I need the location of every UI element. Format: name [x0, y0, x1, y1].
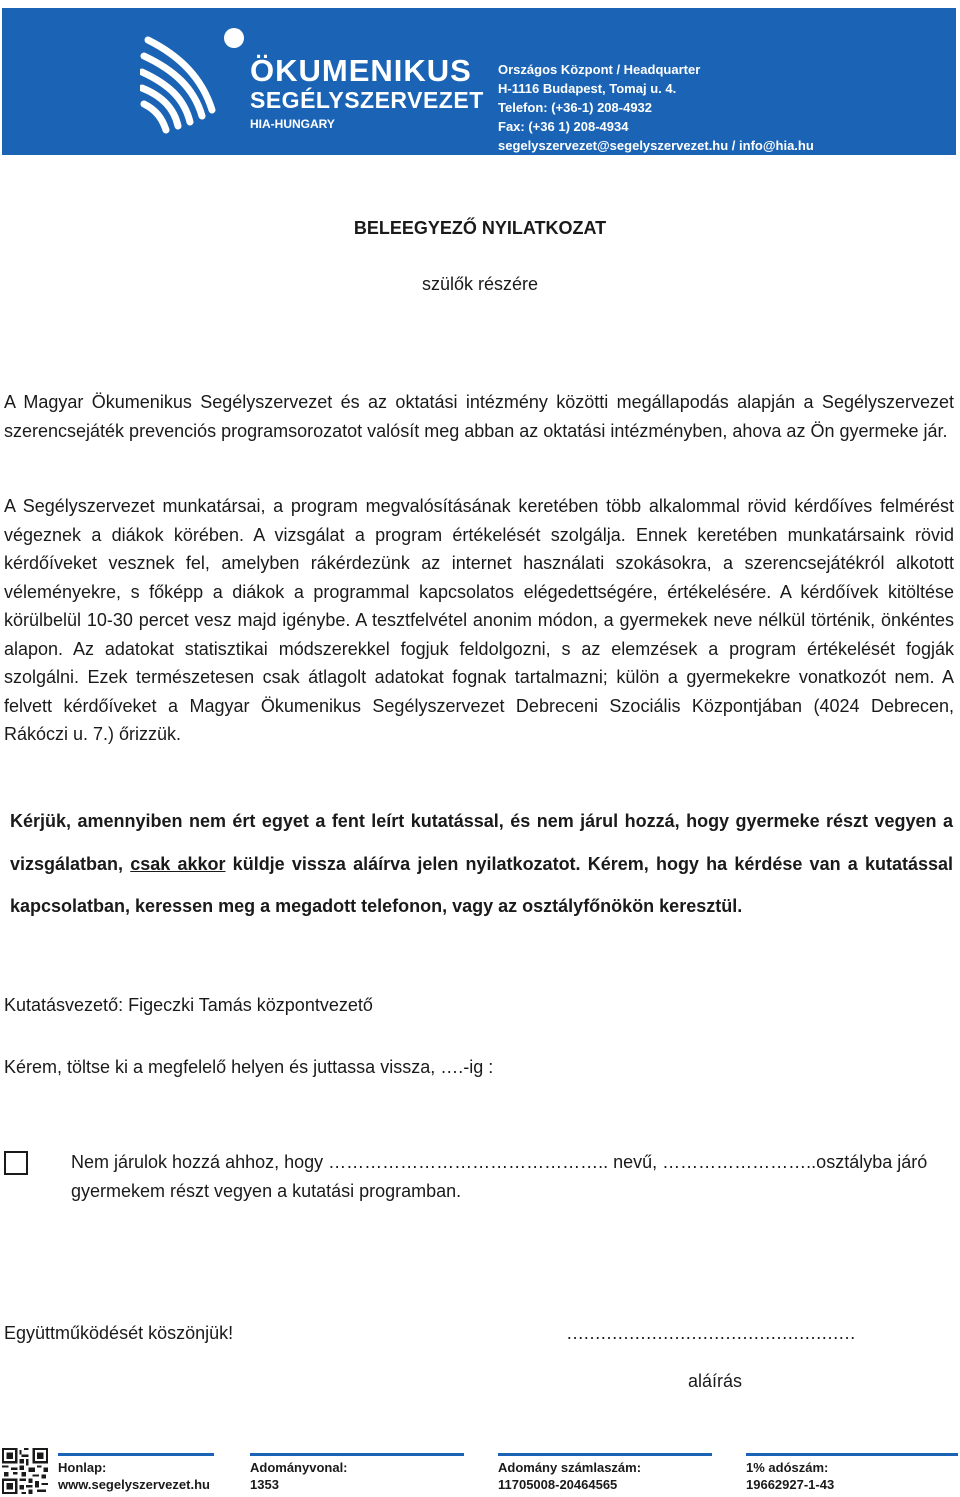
hq-fax: Fax: (+36 1) 208-4934: [498, 119, 629, 134]
footer-donation-line-value: 1353: [250, 1477, 279, 1492]
footer-tax-number-label: 1% adószám:: [746, 1460, 829, 1475]
qr-code-icon: [2, 1448, 48, 1494]
headquarter-contact: [498, 60, 814, 155]
request-underlined-text: csak akkor: [130, 853, 226, 874]
footer-website: [58, 1453, 214, 1493]
intro-paragraph: A Magyar Ökumenikus Segélyszervezet és az oktatási intézmény közötti megállapodás alapján a Segélyszervezet szerencsejáték prevenciós programsorozatot valósít meg abban az oktatási intézményben, ahova az Ön gyermeke jár.: [4, 392, 954, 441]
footer-bank-account: [498, 1453, 712, 1493]
ecumenical-logo-icon: [140, 26, 250, 136]
thanks-text: Együttműködését köszönjük!: [4, 1323, 234, 1343]
research-paragraph: A Segélyszervezet munkatársai, a program megvalósításának keretében több alkalommal rövid kérdőíves felmérést végeznek a diákok körében. A vizsgálat a program értékelését szolgálja. Ennek keretében munkatársaink rövid kérdőíveket vesznek fel, amelyben rákérdezünk az internet használati szokásokra, a szerencsejátékról alkotott véleményekre, s főképp a diákok a programmal kapcsolatos elégedettségére, értékelésére. A kérdőívek kitöltése körülbelül 10-30 percet vesz majd igénybe. A tesztfelvétel anonim módon, a gyermekek neve nélkül történik, önkéntes alapon. Az adatokat statisztikai módszerekkel fogjuk feldolgozni, s az elemzések a program értékelését fogják szolgálni. Ezek természetesen csak átlagolt adatokat fognak tartalmazni; külön a gyermekekre vonatkozót nem. A felvett kérdőíveket a Magyar Ökumenikus Segélyszervezet Debreceni Szociális Központjában (4024 Debrecen, Rákóczi u. 7.) őrizzük.: [4, 496, 954, 744]
org-subname: HIA-HUNGARY: [250, 117, 335, 131]
document-title: BELEEGYEZŐ NYILATKOZAT: [353, 218, 607, 238]
decline-statement: Nem járulok hozzá ahhoz, hogy ……………………………………….. nevű, ……………………..osztályba járó gyermekem részt vegyen a kutatási programban.: [71, 1152, 928, 1201]
fill-instruction: Kérem, töltse ki a megfelelő helyen és juttassa vissza, ….-ig :: [4, 1057, 494, 1077]
request-paragraph: [10, 800, 953, 928]
footer-bank-account-value: 11705008-20464565: [498, 1477, 618, 1492]
request-text-2: küldje vissza aláírva jelen nyilatkozatot. Kérem, hogy ha kérdése van a kutatással kapcsolatban, keressen meg a megadott telefonon, vagy az osztályfőnökön keresztül.: [10, 853, 953, 916]
footer-tax-number: [746, 1453, 958, 1493]
org-name: ÖKUMENIKUS: [250, 53, 472, 88]
decline-checkbox[interactable]: [4, 1151, 28, 1175]
hq-phone: Telefon: (+36-1) 208-4932: [498, 100, 653, 115]
footer: [0, 1445, 960, 1497]
request-text-1: Kérjük, amennyiben nem ért egyet a fent leírt kutatással, és nem járul hozzá, hogy gyermeke részt vegyen a vizsgálatban,: [10, 811, 953, 874]
hq-title: Országos Központ / Headquarter: [498, 62, 701, 77]
footer-donation-line: [250, 1453, 464, 1493]
footer-website-link[interactable]: www.segelyszervezet.hu: [58, 1477, 210, 1492]
footer-donation-line-label: Adományvonal:: [250, 1460, 348, 1475]
hq-email[interactable]: segelyszervezet@segelyszervezet.hu / info@hia.hu: [498, 138, 814, 153]
footer-website-label: Honlap:: [58, 1460, 107, 1475]
document-subtitle: szülők részére: [421, 274, 539, 294]
research-lead: Kutatásvezető: Figeczki Tamás központvezető: [4, 995, 373, 1015]
signature-line: ……………………………………………: [566, 1323, 855, 1343]
footer-bank-account-label: Adomány számlaszám:: [498, 1460, 642, 1475]
org-name-line2: SEGÉLYSZERVEZET: [250, 87, 484, 113]
signature-label: aláírás: [688, 1371, 743, 1391]
hq-address: H-1116 Budapest, Tomaj u. 4.: [498, 81, 677, 96]
letterhead-banner: [2, 8, 956, 155]
footer-tax-number-value: 19662927-1-43: [746, 1477, 835, 1492]
